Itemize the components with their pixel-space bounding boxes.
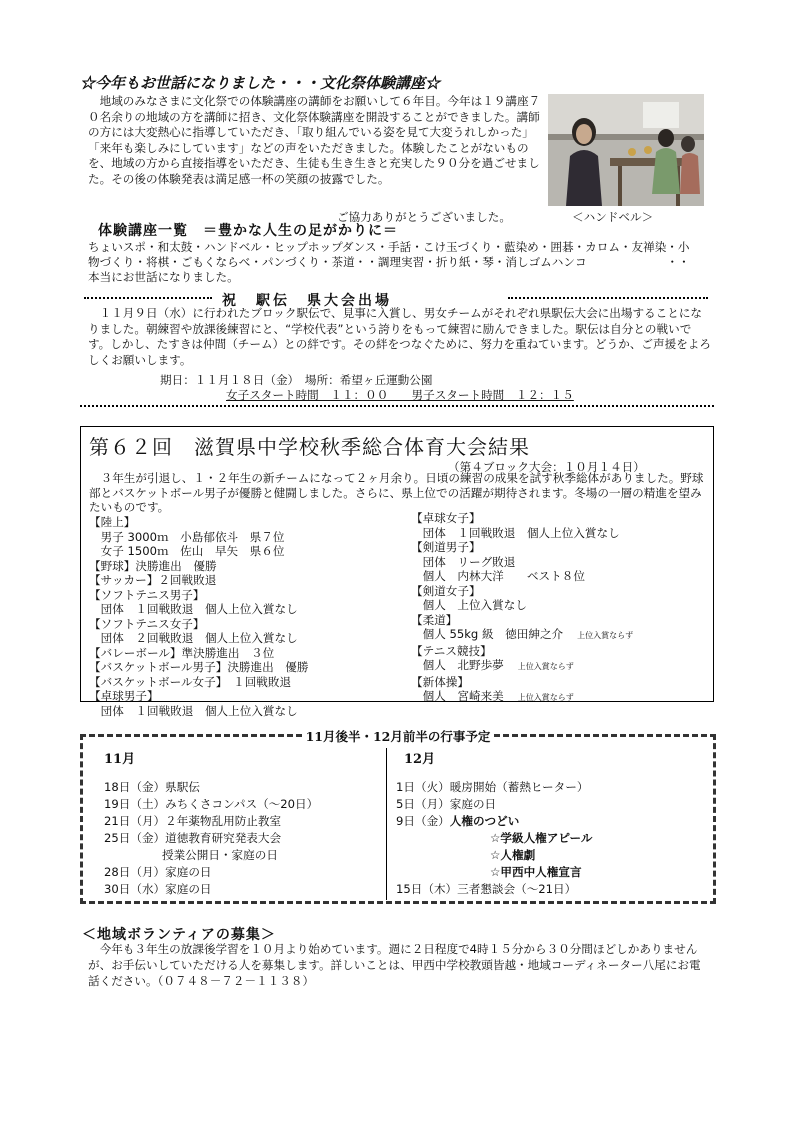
handbell-photo-illustration: [548, 94, 704, 206]
tournament-results-box: [80, 426, 714, 718]
schedule-sub-event: ☆学級人権アピール: [490, 831, 593, 845]
ekiden-body: [88, 306, 713, 368]
ekiden-body-text: １１月９日（水）に行われたブロック駅伝で、見事に入賞し、男女チームがそれぞれ県駅伝大会に出場することになりました。朝練習や放課後練習にと、“学校代表”という誇りをもって練習に励んできました。駅伝は自分との戦いです。しかし、たすきは仲間（チーム）との絆です。その絆をつなぐために、努力を重ねています。どうか、ご声援をよろしくお願いします。: [88, 306, 711, 367]
tournament-lead: [89, 471, 709, 515]
result-line-text: 個人 宮崎来美: [411, 689, 504, 703]
result-line: 【剣道男子】: [411, 540, 481, 554]
no-prize-note: 上位入賞ならず: [577, 631, 634, 640]
divider: [84, 297, 212, 299]
workshop-list-tail: ・・本当にお世話になりました。: [88, 255, 690, 284]
result-line: 団体 ２回戦敗退 個人上位入賞なし: [89, 631, 298, 645]
schedule-item: 15日（木）三者懇談会（～21日）: [396, 882, 577, 896]
result-line: 【バスケットボール男子】決勝進出 優勝: [89, 660, 309, 674]
result-line: 【テニス競技】: [411, 643, 492, 658]
divider: [508, 297, 708, 299]
result-line: 【卓球男子】: [89, 689, 159, 703]
schedule-item: 21日（月）２年薬物乱用防止教室: [104, 814, 282, 828]
schedule-item: 28日（月）家庭の日: [104, 865, 212, 879]
result-line: 【サッカー】２回戦敗退: [89, 573, 217, 587]
schedule-dec-list: [396, 779, 592, 898]
section-title-culture: ☆今年もお世話になりました・・・文化祭体験講座☆: [80, 74, 441, 92]
culture-intro-text: 地域のみなさまに文化祭での体験講座の講師をお願いして６年目。今年は１９講座７０名余りの地域の方を講師に招き、文化祭体験講座を開設することができました。講師の方には大変熱心に指導していただき、「取り組んでいる姿を見て大変うれしかった」「来年も楽しみにしています」などの声をいただきました。体験したことがないものを、地域の方から直接指導をいただき、生徒も生き生きと充実した９０分を過ごせました。その後の体験発表は満足感一杯の笑顔の披露でした。: [88, 94, 541, 186]
result-line: 【剣道女子】: [411, 583, 481, 598]
schedule-month-nov: 11月: [104, 752, 136, 767]
schedule-item: 1日（火）暖房開始（蓄熱ヒーター）: [396, 780, 589, 794]
schedule-item-date: 9日（金）: [396, 814, 450, 828]
result-line: 女子 1500ｍ 佐山 早矢 県６位: [89, 544, 285, 558]
schedule-item: 授業公開日・家庭の日: [104, 848, 278, 862]
schedule-month-dec: 12月: [404, 752, 436, 767]
schedule-item: 30日（水）家庭の日: [104, 882, 212, 896]
result-line: 団体 リーグ敗退: [411, 554, 516, 569]
culture-intro: [88, 94, 543, 187]
tournament-lead-text: ３年生が引退し、１・２年生の新チームになって２ヶ月余り。日頃の練習の成果を試す秋季総体がありました。野球部とバスケットボール男子が優勝と健闘しました。さらに、県上位での活躍が期待されます。冬場の一層の精進を望みたいものです。: [89, 471, 704, 514]
schedule-nov-list: [104, 779, 318, 898]
volunteer-heading: ＜地域ボランティアの募集＞: [82, 927, 276, 943]
schedule-item: [396, 813, 592, 830]
thanks-line: ご協力ありがとうございました。: [337, 210, 511, 224]
result-line: 【新体操】: [411, 674, 469, 689]
result-line: 団体 １回戦敗退 個人上位入賞なし: [89, 602, 298, 616]
schedule-item: 19日（土）みちくさコンパス（～20日）: [104, 797, 319, 811]
result-line: 【陸上】: [89, 515, 136, 529]
workshop-list: [88, 240, 700, 285]
result-line: 個人 上位入賞なし: [411, 598, 527, 612]
schedule-title: [80, 727, 716, 745]
schedule-title-text: 11月後半・12月前半の行事予定: [302, 729, 495, 744]
schedule-item: 25日（金）道徳教育研究発表大会: [104, 831, 282, 845]
result-line: 【ソフトテニス女子】: [89, 616, 205, 631]
no-prize-note: 上位入賞ならず: [517, 693, 574, 702]
human-rights-event: 人権のつどい: [449, 814, 520, 828]
result-line-text: 個人 55kg 級 徳田紳之介: [411, 627, 564, 641]
no-prize-note: 上位入賞ならず: [517, 662, 574, 671]
volunteer-body: [88, 941, 708, 989]
result-line: 男子 3000ｍ 小島郁依斗 県７位: [89, 529, 285, 544]
results-left-column: [89, 515, 308, 718]
result-line: 【バレーボール】準決勝進出 ３位: [89, 645, 275, 660]
result-line: [411, 627, 633, 644]
workshop-list-text: ちょいスポ・和太鼓・ハンドベル・ヒップホップダンス・手話・こけ玉づくり・藍染め・囲碁・カロム・友禅染・小物づくり・将棋・ごもくならべ・パンづくり・茶道・・調理実習・折り紙・琴・消しゴムハンコ: [88, 240, 690, 269]
ekiden-times: 女子スタート時間 １１：００ 男子スタート時間 １２：１５: [226, 388, 574, 402]
schedule-divider: [386, 748, 387, 900]
result-line: 個人 内林大洋 ベスト８位: [411, 569, 585, 583]
tournament-title: 第６２回 滋賀県中学校秋季総合体育大会結果: [89, 435, 530, 459]
schedule-sub-event: ☆甲西中人権宣言: [490, 865, 582, 879]
schedule-item: 5日（月）家庭の日: [396, 797, 497, 811]
result-line: 【バスケットボール女子】 １回戦敗退: [89, 674, 292, 689]
result-line: 【柔道】: [411, 612, 458, 627]
result-line: [411, 689, 633, 706]
handbell-photo: [548, 94, 704, 206]
results-right-column: [411, 511, 633, 706]
ekiden-heading: 祝 駅伝 県大会出場: [222, 293, 392, 309]
result-line: [411, 658, 633, 675]
ekiden-date: 期日：１１月１８日（金） 場所：希望ヶ丘運動公園: [160, 373, 433, 387]
result-line: 団体 １回戦敗退 個人上位入賞なし: [411, 525, 620, 540]
divider: [80, 405, 714, 407]
workshop-list-heading: 体験講座一覧 ＝豊かな人生の足がかりに＝: [98, 223, 398, 239]
result-line-text: 個人 北野歩夢: [411, 658, 504, 672]
schedule-sub-event: ☆人権劇: [490, 848, 536, 862]
result-line: 【卓球女子】: [411, 511, 481, 525]
volunteer-body-text: 今年も３年生の放課後学習を１０月より始めています。週に２日程度で4時１５分から３０分間ほどしかありませんが、お手伝いしていただける人を募集します。詳しいことは、甲西中学校教頭皆越・地域コーディネーター八尾にお電話ください。（０７４８－７２－１１３８）: [88, 942, 701, 988]
result-line: 【ソフトテニス男子】: [89, 587, 205, 602]
result-line: 団体 １回戦敗退 個人上位入賞なし: [89, 703, 298, 718]
result-line: 【野球】決勝進出 優勝: [89, 558, 217, 573]
schedule-item: 18日（金）県駅伝: [104, 780, 200, 794]
photo-caption: ＜ハンドベル＞: [572, 210, 654, 224]
tournament-subtitle: （第４ブロック大会：１０月１４日）: [448, 460, 645, 474]
